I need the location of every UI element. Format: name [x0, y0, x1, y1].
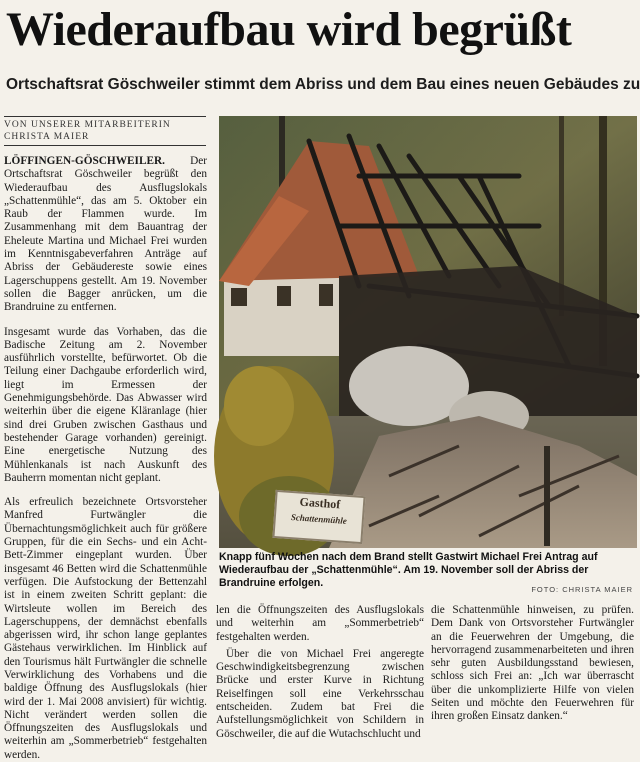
photo-credit: FOTO: CHRISTA MAIER [531, 585, 633, 594]
article-column-2 [216, 604, 424, 746]
dateline: LÖFFINGEN-GÖSCHWEILER. [4, 155, 166, 167]
paragraph-3: Als erfreulich bezeichnete Ortsvorsteher Manfred Furtwängler die Übernachtungsmöglichkeit auch für größere Gruppen, für die ein Sechs- und ein Acht-Bett-Zimmer eingeplant wurden. Über insgesamt 46 Betten wird die Schattenmühle verfügen. Die Aufstockung der Bettenzahl ist in einem zweiten Schritt geplant: die Wirtsleute wollen im Bereich des Lagerschuppens, der demnächst ebenfalls abgerissen wird, ihr schon lange geplantes Gästehaus verwirklichen. Im Hinblick auf den Tourismus hält Furtwängler die schnelle Verwirklichung des Vorhabens und die baldige Öffnung des Ausflugslokals (hier wird der 1. Mai 2008 anvisiert) für wichtig. Nicht verändert werden sollen die Öffnungszeiten des Ausflugslokals und weiterhin am „Sommerbetrieb“ festgehalten werden. [4, 496, 207, 761]
paragraph-2: Insgesamt wurde das Vorhaben, das die Badische Zeitung am 2. November ausführlich vorstellte, befürwortet. Ob die Teilung einer Dachgaube erforderlich wird, liegt im Ermessen der Genehmigungsbehörde. Das Abwasser wird weiterhin über die eigene Kläranlage (hier sind drei Gruben zwischen Gasthaus und bestehender Garage vorhanden) gereinigt. Eine energetische Nutzung des Mühlenkanals ist nach Auskunft des Bauherrn momentan nicht geplant. [4, 325, 207, 484]
article-column-1 [4, 155, 207, 761]
photo-illustration [219, 116, 637, 548]
subheadline: Ortschaftsrat Göschweiler stimmt dem Abriss und dem Bau eines neuen Gebäudes zu [6, 76, 640, 93]
byline-author: CHRISTA MAIER [4, 132, 90, 142]
paragraph-4: die Schattenmühle hinweisen, zu prüfen. Dem Dank von Ortsvorsteher Furtwängler an die Feuerwehren der Umgebung, die hervorragend zusammenarbeiteten und ihren sehr guten Ausbildungsstand bewiesen, schloss sich Frei an: „Ich war überrascht über die unkomplizierte Hilfe von vielen Seiten und möchte den Feuerwehren für ihren großen Einsatz danken.“ [431, 604, 634, 723]
photo-caption: Knapp fünf Wochen nach dem Brand stellt Gastwirt Michael Frei Antrag auf Wiederaufbau der „Schattenmühle“. Am 19. November soll der Abriss der Brandruine erfolgen. [219, 551, 598, 589]
column-2-paragraph-1: len die Öffnungszeiten des Ausflugslokals und weiterhin am „Sommerbetrieb“ festgehalten werden. [216, 604, 424, 643]
byline-role: VON UNSERER MITARBEITERIN [4, 120, 171, 130]
paragraph-1 [4, 155, 207, 315]
sign-text-schattenmuehle: Schattenmühle [290, 512, 348, 526]
paragraph-4-full [0, 746, 1, 747]
byline [4, 116, 206, 146]
fire-ruin-photo [219, 116, 637, 548]
article-column-3 [431, 604, 634, 746]
gasthof-sign [272, 490, 365, 544]
headline: Wiederaufbau wird begrüßt [6, 3, 572, 56]
sign-text-gasthof: Gasthof [299, 494, 341, 512]
column-2-paragraph-2: Über die von Michael Frei angeregte Geschwindigkeitsbegrenzung zwischen Brücke und erster Kurve in Richtung Reiselfingen soll eine Verkehrsschau entscheiden. Zudem bat Frei die Aufstellungsmöglichkeit von Schildern in Göschweiler, die auf die Wutachschlucht und [216, 647, 424, 740]
paragraph-1-text: Der Ortschaftsrat Göschweiler begrüßt den Wiederaufbau des Ausflugslokals „Schattenmühle“, das am 5. Oktober ein Raub der Flammen wurde. Im Zusammenhang mit dem Bauantrag der Eheleute Martina und Michael Frei wurden im Kenntnisgabeverfahren Anträge auf Abriss der Gebäudereste sowie eines Lagerschuppens gestellt. Am 19. November sollen die Bagger anrücken, um die Brandruine zu entfernen. [4, 155, 207, 314]
